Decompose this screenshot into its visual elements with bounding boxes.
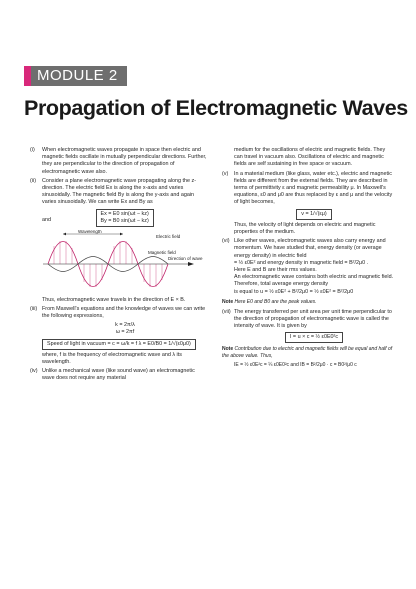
module-label: MODULE 2 xyxy=(31,66,127,86)
rms-note: Here E and B are their rms values. xyxy=(234,267,317,274)
point-text: where, f is the frequency of electromagnetic wave and λ its wavelength. xyxy=(42,351,182,366)
speed-equation: ω/k = f λ = E0/B0 = 1/√(ε0μ0) xyxy=(121,340,191,347)
point-number: (i) xyxy=(30,147,35,153)
point-number: (v) xyxy=(222,170,229,177)
velocity-equation-row xyxy=(234,209,394,220)
field-intensity-equations: IE = ½ ε0E²c = ¼ ε0E0²c and IB = B²/2μ0 · c = B0²/μ0 c xyxy=(234,362,357,369)
badge-accent xyxy=(24,66,31,86)
field-equation-box xyxy=(96,209,154,227)
total-energy-equation: is equal to u = ½ ε0E² + B²/2μ0 = ½ ε0E² = B²/2μ0 xyxy=(234,288,354,295)
direction-label: Direction of wave xyxy=(168,255,203,261)
wavelength-label: Wavelength xyxy=(78,229,102,234)
note-label: Note xyxy=(222,346,234,353)
point-text: From Maxwell's equations and the knowledge of waves we can write the following expressions, xyxy=(42,305,206,320)
note-peak-values xyxy=(222,299,394,306)
note-label: Note xyxy=(222,298,234,305)
right-column xyxy=(222,147,394,372)
point-text: In a material medium (like glass, water etc.), electric and magnetic fields are different from the external fields. They are described in terms of permittivity ε and magnetic permeability μ. In Maxwell's equations, ε0 and μ0 are thus replaced by ε and μ and the velocity of light becomes, xyxy=(234,170,393,206)
continued-text xyxy=(222,147,394,169)
note-text: Here E0 and B0 are the peak values. xyxy=(234,298,317,305)
magnetic-field-equation: By = B0 sin(ωt − kz) xyxy=(100,217,149,224)
point-text: When electromagnetic waves propagate in space then electric and magnetic fields oscillate in mutually perpendicular directions. Further, they are perpendicular to the direction of propagation of electromagnetic wave also. xyxy=(42,147,207,175)
point-number: (iv) xyxy=(30,368,38,375)
intensity-equation: I = u × c = ½ ε0E0²c xyxy=(285,332,343,343)
point-number: (ii) xyxy=(30,177,36,184)
angular-frequency-equation: ω = 2πf xyxy=(115,329,135,336)
note-text: Contribution due to electric and magnetic fields will be equal and half of the above value. Thus, xyxy=(222,346,393,360)
electric-field-equation: Ex = E0 sin(ωt − kz) xyxy=(100,210,149,217)
wavenumber-equation: k = 2π/λ xyxy=(115,322,135,329)
magnetic-field-label: Magnetic field xyxy=(148,249,176,255)
point-number: (vii) xyxy=(222,308,231,315)
speed-label: Speed of light in vacuum = c = xyxy=(47,340,120,347)
point-v xyxy=(222,171,394,237)
speed-equation-box xyxy=(42,339,196,350)
point-text: The energy transferred per unit area per unit time perpendicular to the direction of propagation of electromagnetic wave is called the intensity of wave. It is given by xyxy=(234,308,392,330)
em-wave-figure xyxy=(38,230,208,294)
point-text: Like other waves, electromagnetic waves also carry energy and momentum. We have studied that, energy density (or average energy density) in electric field xyxy=(234,238,386,259)
point-vi xyxy=(222,238,394,296)
point-text: An electromagnetic wave contains both electric and magnetic field. Therefore, total average energy density xyxy=(234,274,394,288)
paragraph-text: Thus, electromagnetic wave travels in the direction of E × B. xyxy=(42,296,186,303)
point-iii xyxy=(30,306,208,366)
point-i xyxy=(30,147,208,176)
module-badge xyxy=(24,66,127,86)
velocity-equation: v = 1/√(εμ) xyxy=(296,209,331,220)
after-figure-text xyxy=(30,297,208,304)
point-number: (vi) xyxy=(222,238,230,245)
speed-equation-row xyxy=(42,339,208,350)
point-text: Unlike a mechanical wave (like sound wave) an electromagnetic wave does not require any material xyxy=(42,368,195,382)
intensity-equation-row xyxy=(234,332,394,343)
point-ii xyxy=(30,178,208,227)
paragraph-text: medium for the oscillations of electric and magnetic fields. They can travel in vacuum also. Oscillations of electric and magnetic fields are self sustaining in free space or vacuum. xyxy=(234,147,386,168)
wave-relations xyxy=(42,322,208,336)
left-column xyxy=(30,147,208,385)
point-iv xyxy=(30,368,208,382)
point-vii xyxy=(222,309,394,344)
wave-equations xyxy=(42,209,208,227)
note-contribution xyxy=(222,346,394,368)
electric-field-label: Electric field xyxy=(156,233,181,239)
page-title: Propagation of Electromagnetic Waves xyxy=(24,96,408,120)
point-number: (iii) xyxy=(30,305,38,312)
and-label: and xyxy=(42,216,51,223)
point-text: Consider a plane electromagnetic wave propagating along the z-direction. The electric field Ex is along the x-axis and varies sinusoidally. The magnetic field By is along the y-axis and again varies sinusoidally. We can write Ex and By as xyxy=(42,177,197,206)
energy-density-equation: = ½ ε0E² and energy density in magnetic field = B²/2μ0 . xyxy=(234,259,369,266)
point-text: Thus, the velocity of light depends on electric and magnetic properties of the medium. xyxy=(234,221,376,236)
